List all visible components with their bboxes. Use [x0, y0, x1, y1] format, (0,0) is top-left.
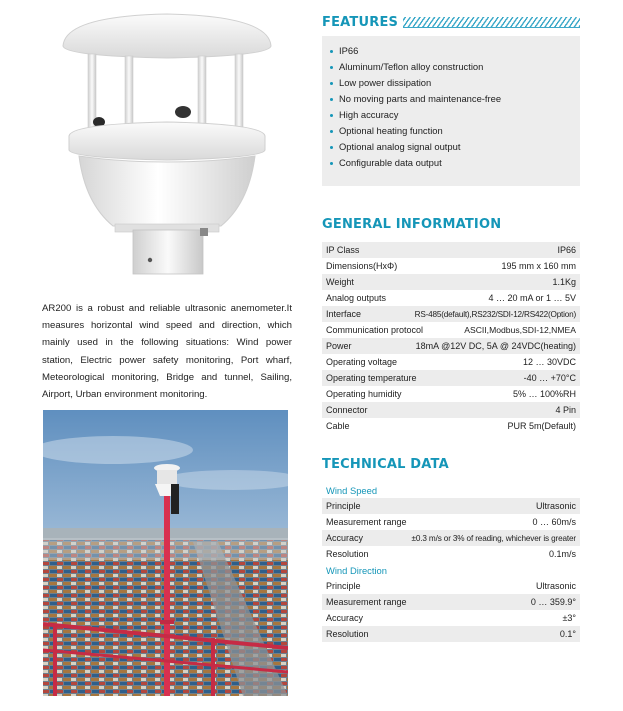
row-label: Cable: [326, 421, 350, 431]
row-value: PUR 5m(Default): [507, 421, 576, 431]
table-row: [322, 594, 580, 610]
feature-text: IP66: [339, 45, 359, 56]
feature-item: [330, 75, 580, 91]
feature-item: [330, 123, 580, 139]
feature-text: Optional heating function: [339, 125, 443, 136]
row-value: 0.1°: [559, 629, 576, 639]
table-row: [322, 610, 580, 626]
feature-text: High accuracy: [339, 109, 399, 120]
row-value: IP66: [557, 245, 576, 255]
row-label: Weight: [326, 277, 354, 287]
table-row: [322, 322, 580, 338]
row-value: RS-485(default),RS232/SDI-12/RS422(Option): [414, 309, 576, 319]
general-information-table: [322, 242, 580, 434]
row-label: Accuracy: [326, 533, 364, 543]
table-row: [322, 274, 580, 290]
row-value: 0 … 359.9°: [530, 597, 576, 607]
row-value: 12 … 30VDC: [522, 357, 576, 367]
table-row: [322, 386, 580, 402]
table-row: [322, 578, 580, 594]
table-row: [322, 418, 580, 434]
bullet-icon: [330, 146, 333, 149]
feature-item: [330, 43, 580, 59]
bullet-icon: [330, 50, 333, 53]
table-row: [322, 354, 580, 370]
row-value: 4 Pin: [555, 405, 576, 415]
row-label: IP Class: [326, 245, 360, 255]
table-row: [322, 530, 580, 546]
wind-direction-subheading: Wind Direction: [326, 564, 387, 576]
row-label: Principle: [326, 581, 361, 591]
bullet-icon: [330, 66, 333, 69]
row-value: Ultrasonic: [535, 501, 576, 511]
feature-item: [330, 155, 580, 171]
row-label: Interface: [326, 309, 362, 319]
feature-item: [330, 107, 580, 123]
technical-data-heading: TECHNICAL DATA: [322, 457, 449, 472]
table-row: [322, 306, 580, 322]
row-label: Operating humidity: [326, 389, 402, 399]
row-label: Communication protocol: [326, 325, 424, 335]
table-row: [322, 498, 580, 514]
table-row: [322, 514, 580, 530]
bullet-icon: [330, 130, 333, 133]
row-value: 1.1Kg: [552, 277, 576, 287]
table-row: [322, 290, 580, 306]
row-value: ASCII,Modbus,SDI-12,NMEA: [464, 325, 576, 335]
row-value: 4 … 20 mA or 1 … 5V: [488, 293, 576, 303]
bullet-icon: [330, 162, 333, 165]
row-label: Dimensions(HxΦ): [326, 261, 398, 271]
row-label: Accuracy: [326, 613, 364, 623]
feature-text: Low power dissipation: [339, 77, 432, 88]
row-value: ±0.3 m/s or 3% of reading, whichever is greater: [411, 533, 576, 543]
feature-text: No moving parts and maintenance-free: [339, 93, 502, 104]
bullet-icon: [330, 114, 333, 117]
feature-text: Optional analog signal output: [339, 141, 461, 152]
feature-item: [330, 59, 580, 75]
table-row: [322, 258, 580, 274]
row-label: Power: [326, 341, 352, 351]
installation-photo: [43, 410, 288, 696]
feature-item: [330, 139, 580, 155]
table-row: [322, 546, 580, 562]
row-label: Analog outputs: [326, 293, 387, 303]
technical-data-table: [322, 482, 580, 642]
product-description: AR200 is a robust and reliable ultrasonic anemometer.It measures horizontal wind speed and direction, which mainly used in the following situations: Wind power station, Electric power safety monitoring, Port wharf, Meteorological monitoring, Bridge and tunnel, Sailing, Airport, Urban environment monitoring.: [42, 303, 292, 401]
table-row: [322, 370, 580, 386]
row-label: Connector: [326, 405, 368, 415]
feature-text: Aluminum/Teflon alloy construction: [339, 61, 484, 72]
features-heading: [322, 11, 580, 33]
table-row: [322, 626, 580, 642]
table-row: [322, 242, 580, 258]
row-value: 5% … 100%RH: [512, 389, 576, 399]
row-value: 0.1m/s: [548, 549, 576, 559]
row-label: Measurement range: [326, 517, 407, 527]
row-label: Resolution: [326, 629, 369, 639]
bullet-icon: [330, 98, 333, 101]
features-title: FEATURES: [322, 14, 399, 30]
features-list: [330, 43, 580, 171]
bullet-icon: [330, 82, 333, 85]
general-information-heading: GENERAL INFORMATION: [322, 217, 502, 232]
wind-speed-subheading: Wind Speed: [326, 484, 378, 496]
table-row: [322, 402, 580, 418]
row-value: -40 … +70°C: [523, 373, 576, 383]
feature-item: [330, 91, 580, 107]
row-label: Operating voltage: [326, 357, 398, 367]
feature-text: Configurable data output: [339, 157, 442, 168]
product-image-anemometer: [55, 8, 280, 276]
row-value: 0 … 60m/s: [532, 517, 576, 527]
table-row: [322, 338, 580, 354]
row-label: Operating temperature: [326, 373, 417, 383]
row-value: ±3°: [562, 613, 576, 623]
row-label: Measurement range: [326, 597, 407, 607]
heading-stripes-decoration: [403, 17, 580, 28]
row-value: Ultrasonic: [535, 581, 576, 591]
row-value: 195 mm x 160 mm: [501, 261, 576, 271]
row-label: Resolution: [326, 549, 369, 559]
row-value: 18mA @12V DC, 5A @ 24VDC(heating): [415, 341, 576, 351]
features-panel: [322, 36, 580, 186]
row-label: Principle: [326, 501, 361, 511]
